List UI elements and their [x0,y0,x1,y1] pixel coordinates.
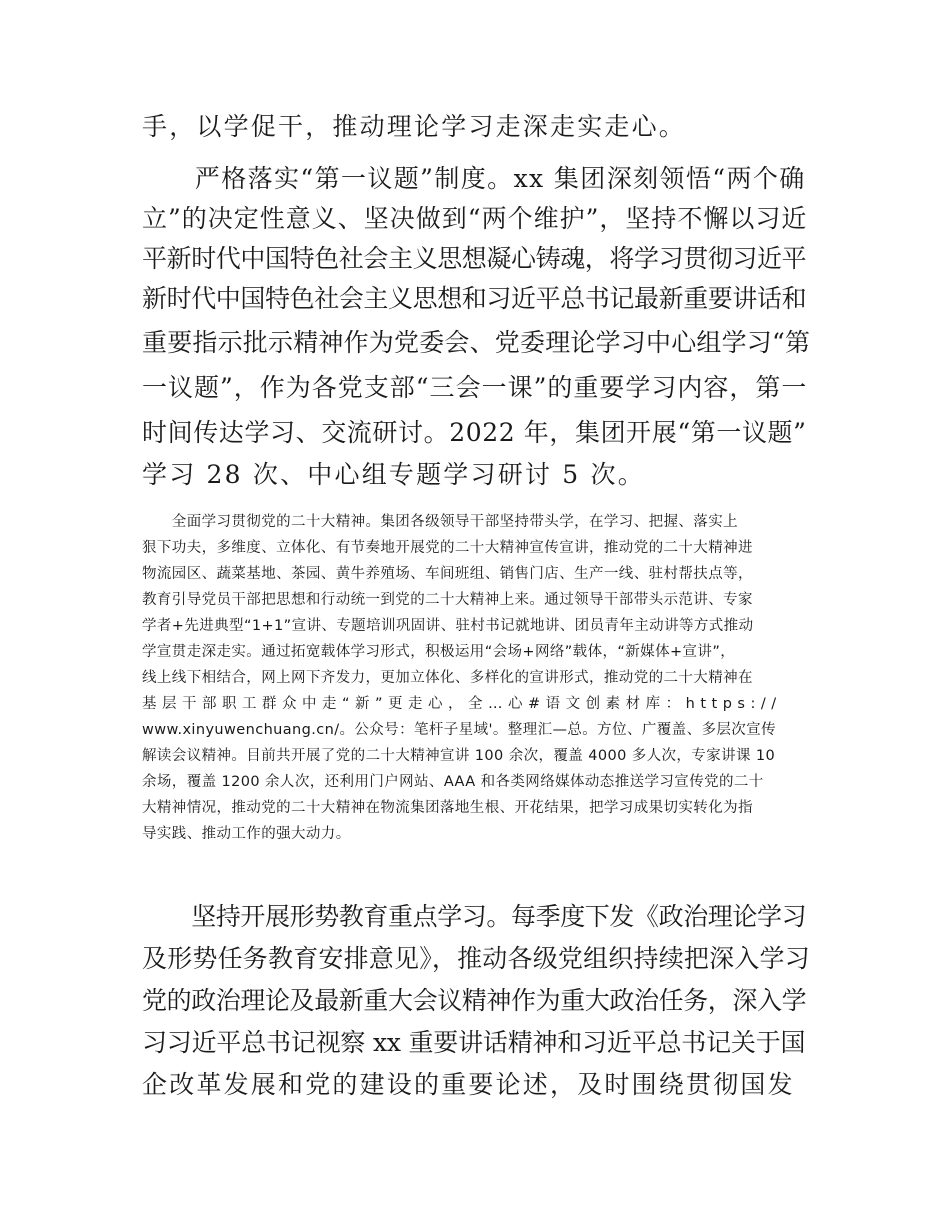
paragraph-line: 平新时代中国特色社会主义思想凝心铸魂，将学习贯彻习近平 [142,244,807,273]
paragraph-line: 时间传达学习、交流研讨。2022 年，集团开展“第一议题” [142,418,807,447]
paragraph-line: 大精神情况，推动党的二十大精神在物流集团落地生根、开花结果，把学习成果切实转化为指 [142,800,753,816]
paragraph-line: 物流园区、蔬菜基地、茶园、黄牛养殖场、车间班组、销售门店、生产一线、驻村帮扶点等， [142,566,753,582]
paragraph-line: 基层干部职工群众中走“新”更走心，全…心#语文创素材库：https:// [142,696,782,712]
paragraph-line: 线上线下相结合，网上网下齐发力，更加立体化、多样化的宣讲形式，推动党的二十大精神在 [142,670,753,686]
paragraph-line: 导实践、推动工作的强大动力。 [142,826,351,842]
paragraph-line: 学宣贯走深走实。通过拓宽载体学习形式，积极运用“会场+网络”载体，“新媒体+宣讲”， [142,644,736,660]
paragraph-line: www.xinyuwenchuang.cn/。公众号：笔杆子星域'。整理汇—总。方位、广覆盖、多层次宣传 [142,722,776,738]
paragraph-line: 手，以学促干，推动理论学习走深走实走心。 [142,112,687,141]
paragraph-line: 教育引导党员干部把思想和行动统一到党的二十大精神上来。通过领导干部带头示范讲、专家 [142,592,753,608]
paragraph-line: 党的政治理论及最新重大会议精神作为重大政治任务，深入学 [142,986,807,1015]
paragraph-line: 严格落实“第一议题”制度。xx 集团深刻领悟“两个确 [142,164,806,193]
paragraph-line: 及形势任务教育安排意见》，推动各级党组织持续把深入学习 [142,944,810,973]
paragraph-line: 狠下功夫，多维度、立体化、有节奏地开展党的二十大精神宣传宣讲，推动党的二十大精神进 [142,540,753,556]
paragraph-line: 解读会议精神。目前共开展了党的二十大精神宣讲 100 余次，覆盖 4000 多人次，专家讲课 10 [142,748,776,764]
paragraph-line: 重要指示批示精神作为党委会、党委理论学习中心组学习“第 [142,328,811,357]
paragraph-line: 企改革发展和党的建设的重要论述，及时围绕贯彻国发 [142,1070,795,1099]
paragraph-line: 新时代中国特色社会主义思想和习近平总书记最新重要讲话和 [142,284,807,313]
paragraph-line: 一议题”，作为各党支部“三会一课”的重要学习内容，第一 [142,373,808,402]
paragraph-line: 全面学习贯彻党的二十大精神。集团各级领导干部坚持带头学，在学习、把握、落实上 [142,514,738,530]
paragraph-line: 习习近平总书记视察 xx 重要讲话精神和习近平总书记关于国 [142,1028,806,1057]
paragraph-line: 学习 28 次、中心组专题学习研讨 5 次。 [142,460,645,489]
paragraph-line: 立”的决定性意义、坚决做到“两个维护”，坚持不懈以习近 [142,204,808,233]
paragraph-line: 坚持开展形势教育重点学习。每季度下发《政治理论学习 [142,902,807,931]
paragraph-line: 学者+先进典型“1+1”宣讲、专题培训巩固讲、驻村书记就地讲、团员青年主动讲等方式推动 [142,618,754,634]
paragraph-line: 余场，覆盖 1200 余人次，还利用门户网站、AAA 和各类网络媒体动态推送学习宣传党的二十 [142,774,764,790]
